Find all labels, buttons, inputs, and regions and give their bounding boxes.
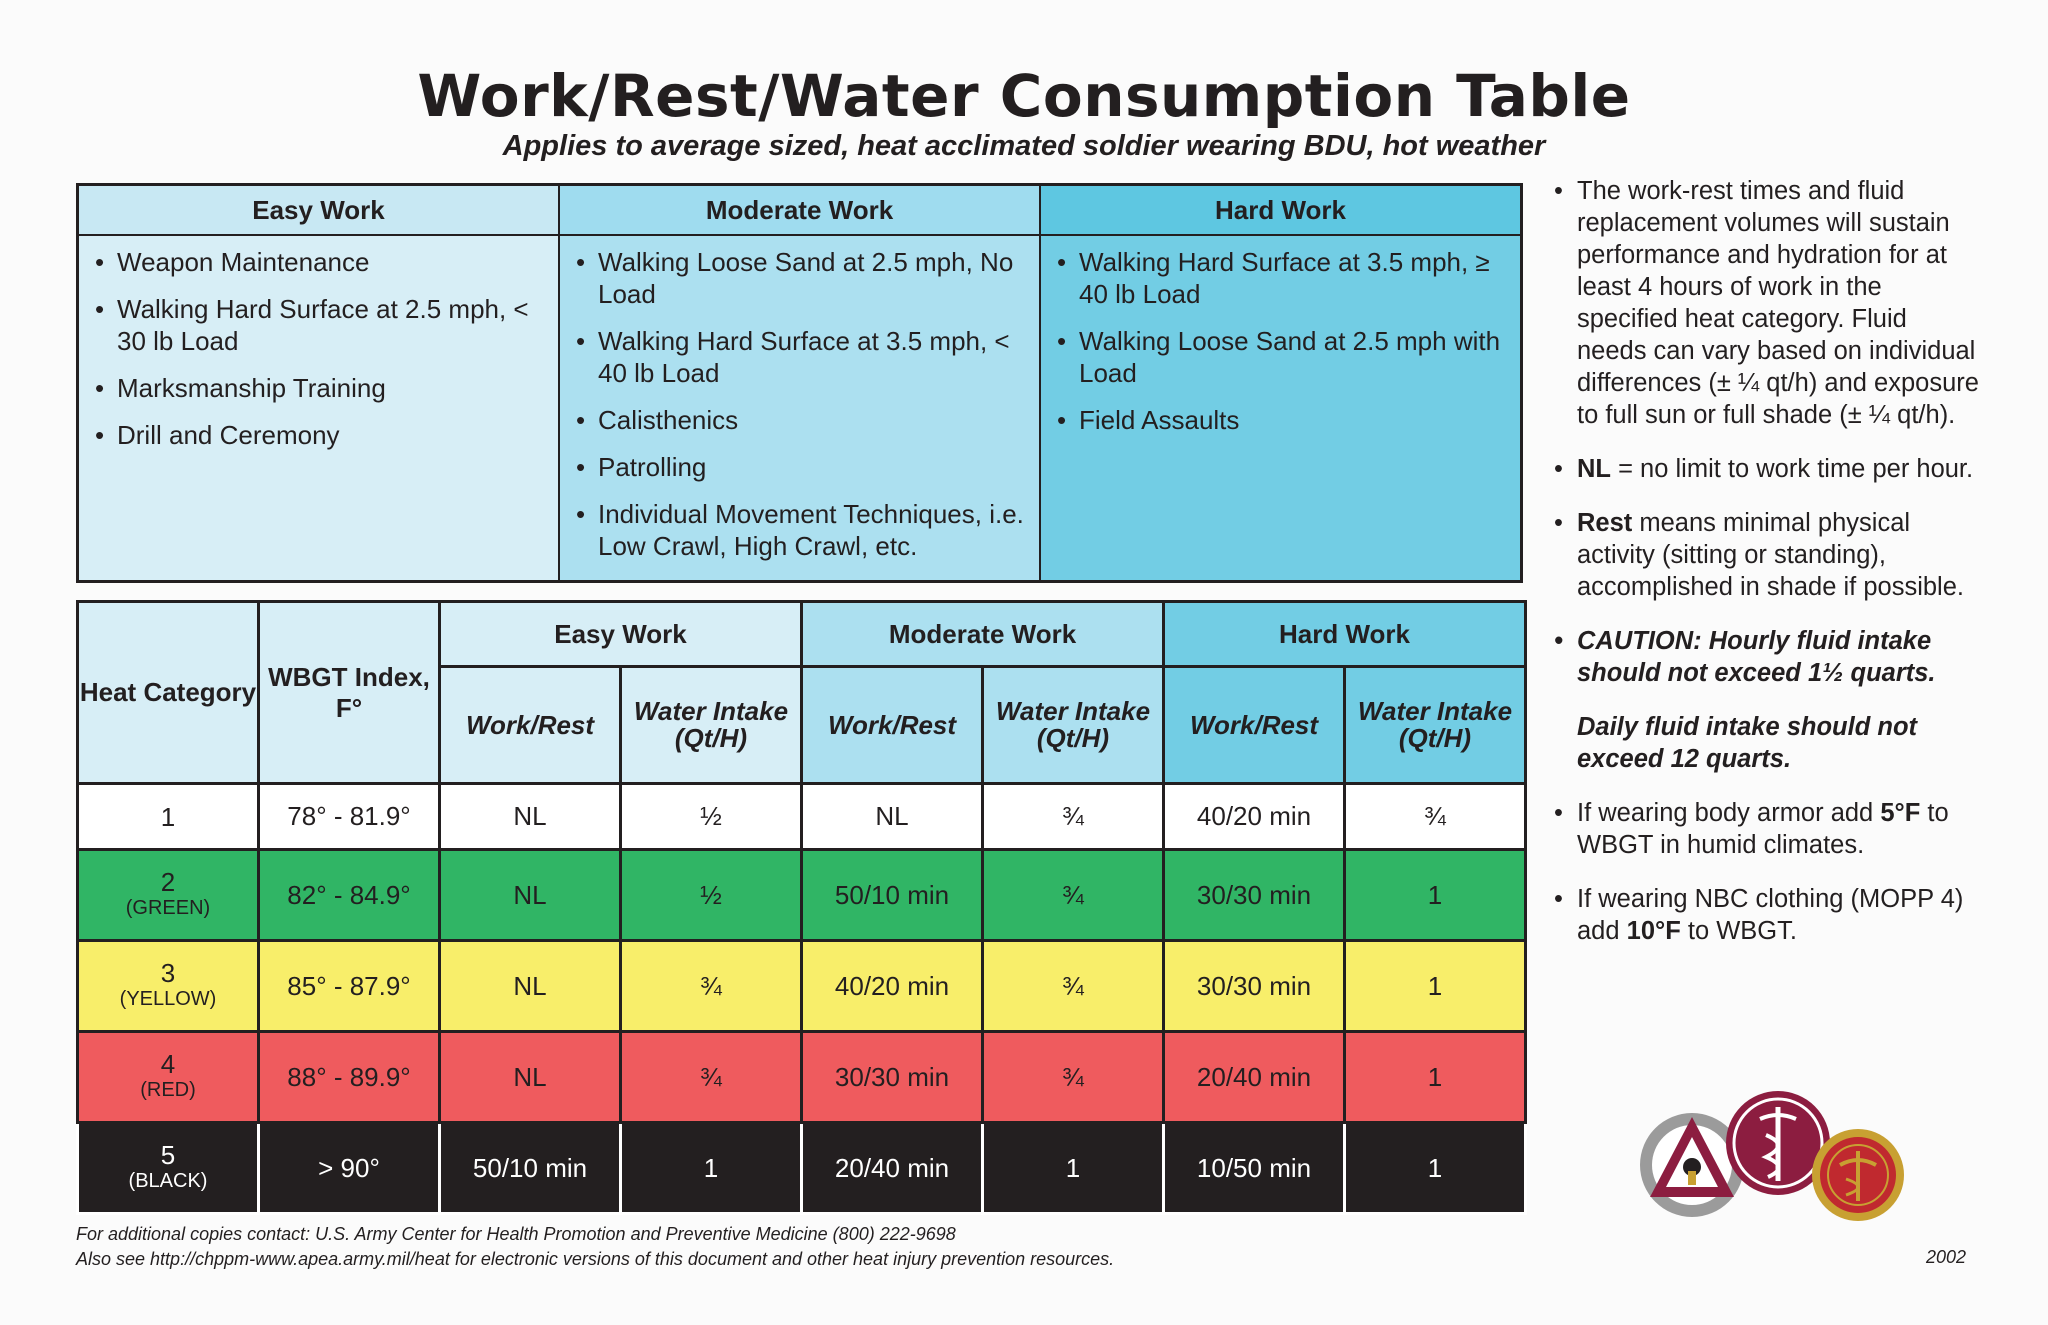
task-item: • Walking Loose Sand at 2.5 mph, No Load	[574, 246, 1025, 310]
task-item: • Individual Movement Techniques, i.e. Low Crawl, High Crawl, etc.	[574, 498, 1025, 562]
task-item: • Walking Hard Surface at 3.5 mph, ≥ 40 lb Load	[1055, 246, 1506, 310]
water-intake-subheader: Water Intake (Qt/H)	[983, 667, 1164, 784]
table-row	[78, 1123, 1526, 1214]
value-cell: 1	[621, 1123, 802, 1214]
wbgt-cell: 78° - 81.9°	[259, 784, 440, 850]
task-item: • Walking Hard Surface at 3.5 mph, < 40 lb Load	[574, 325, 1025, 389]
value-cell: 30/30 min	[1164, 941, 1345, 1032]
value-cell: 10/50 min	[1164, 1123, 1345, 1214]
moderate-work-group-header: Moderate Work	[802, 602, 1164, 667]
value-cell: NL	[440, 784, 621, 850]
task-item: • Drill and Ceremony	[93, 419, 544, 451]
water-intake-subheader: Water Intake (Qt/H)	[1345, 667, 1526, 784]
gold-seal-icon	[1812, 1129, 1904, 1221]
work-rest-subheader: Work/Rest	[802, 667, 983, 784]
value-cell: 1	[1345, 1123, 1526, 1214]
hard-work-column	[1041, 186, 1520, 580]
value-cell: ¾	[983, 850, 1164, 941]
task-item: • Field Assaults	[1055, 404, 1506, 436]
task-item: • Calisthenics	[574, 404, 1025, 436]
task-table	[76, 183, 1523, 583]
value-cell: ¾	[621, 941, 802, 1032]
task-item: • Patrolling	[574, 451, 1025, 483]
heat-category-cell: 4 (RED)	[78, 1032, 259, 1123]
value-cell: 30/30 min	[802, 1032, 983, 1123]
value-cell: ½	[621, 784, 802, 850]
wbgt-cell: 82° - 84.9°	[259, 850, 440, 941]
insignia-logos	[1630, 1085, 1910, 1225]
footer	[76, 1222, 1114, 1272]
publication-year: 2002	[1926, 1247, 1967, 1267]
task-item: • Weapon Maintenance	[93, 246, 544, 278]
value-cell: 1	[1345, 1032, 1526, 1123]
page-subtitle: Applies to average sized, heat acclimated soldier wearing BDU, hot weather	[502, 130, 1546, 162]
value-cell: 20/40 min	[802, 1123, 983, 1214]
note-nl: • NL = no limit to work time per hour.	[1552, 453, 1982, 485]
heat-category-cell: 3 (YELLOW)	[78, 941, 259, 1032]
easy-work-column	[79, 186, 560, 580]
note-body-armor: • If wearing body armor add 5°F to WBGT in humid climates.	[1552, 797, 1982, 861]
value-cell: 40/20 min	[802, 941, 983, 1032]
value-cell: ¾	[621, 1032, 802, 1123]
page-title: Work/Rest/Water Consumption Table	[417, 62, 1631, 130]
value-cell: ¾	[983, 784, 1164, 850]
value-cell: NL	[440, 1032, 621, 1123]
heat-category-cell: 1	[78, 784, 259, 850]
heat-category-cell: 2 (GREEN)	[78, 850, 259, 941]
notes-panel	[1552, 175, 1982, 969]
work-rest-subheader: Work/Rest	[1164, 667, 1345, 784]
table-row	[78, 941, 1526, 1032]
value-cell: 20/40 min	[1164, 1032, 1345, 1123]
water-intake-subheader: Water Intake (Qt/H)	[621, 667, 802, 784]
easy-work-group-header: Easy Work	[440, 602, 802, 667]
note-nbc: • If wearing NBC clothing (MOPP 4) add 10°F to WBGT.	[1552, 883, 1982, 947]
easy-work-header: Easy Work	[79, 186, 558, 236]
value-cell: ¾	[983, 941, 1164, 1032]
wbgt-cell: > 90°	[259, 1123, 440, 1214]
value-cell: 40/20 min	[1164, 784, 1345, 850]
value-cell: NL	[440, 850, 621, 941]
heat-category-cell: 5 (BLACK)	[78, 1123, 259, 1214]
value-cell: 1	[1345, 850, 1526, 941]
task-item: • Walking Hard Surface at 2.5 mph, < 30 lb Load	[93, 293, 544, 357]
value-cell: 50/10 min	[802, 850, 983, 941]
value-cell: ½	[621, 850, 802, 941]
value-cell: 1	[983, 1123, 1164, 1214]
wbgt-cell: 88° - 89.9°	[259, 1032, 440, 1123]
note-caution: • CAUTION: Hourly fluid intake should not exceed 1½ quarts.	[1552, 625, 1982, 689]
insignia-emblem-icon	[1630, 1085, 1910, 1225]
value-cell: ¾	[1345, 784, 1526, 850]
table-row	[78, 1032, 1526, 1123]
value-cell: NL	[440, 941, 621, 1032]
task-item: • Marksmanship Training	[93, 372, 544, 404]
footer-contact: For additional copies contact: U.S. Army Center for Health Promotion and Preventive Medicine (800) 222-9698	[76, 1224, 956, 1244]
task-item: • Walking Loose Sand at 2.5 mph with Load	[1055, 325, 1506, 389]
work-rest-subheader: Work/Rest	[440, 667, 621, 784]
wbgt-cell: 85° - 87.9°	[259, 941, 440, 1032]
value-cell: NL	[802, 784, 983, 850]
table-row	[78, 784, 1526, 850]
value-cell: ¾	[983, 1032, 1164, 1123]
note-daily-limit: Daily fluid intake should not exceed 12 quarts.	[1577, 713, 1918, 773]
table-row	[78, 850, 1526, 941]
heat-category-header: Heat Category	[78, 602, 259, 784]
moderate-work-header: Moderate Work	[560, 186, 1039, 236]
work-rest-table	[76, 600, 1527, 1215]
value-cell: 1	[1345, 941, 1526, 1032]
moderate-work-column	[560, 186, 1041, 580]
hard-work-group-header: Hard Work	[1164, 602, 1526, 667]
value-cell: 30/30 min	[1164, 850, 1345, 941]
wbgt-index-header: WBGT Index, F°	[259, 602, 440, 784]
hard-work-header: Hard Work	[1041, 186, 1520, 236]
value-cell: 50/10 min	[440, 1123, 621, 1214]
note-sustain: • The work-rest times and fluid replacement volumes will sustain performance and hydration for at least 4 hours of work in the specified heat category. Fluid needs can vary based on individual differences (± ¼ qt/h) and exposure to full sun or full shade (± ¼ qt/h).	[1552, 175, 1982, 431]
footer-website: Also see http://chppm-www.apea.army.mil/heat for electronic versions of this document and other heat injury prevention resources.	[76, 1249, 1115, 1269]
note-rest: • Rest means minimal physical activity (sitting or standing), accomplished in shade if possible.	[1552, 507, 1982, 603]
